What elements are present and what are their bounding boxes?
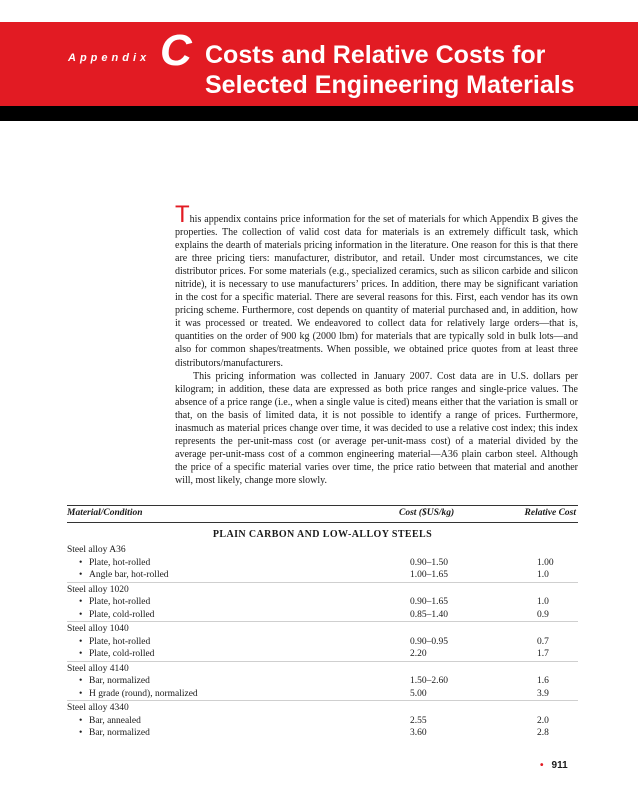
- group-header-row: [67, 663, 578, 676]
- group-header-row: [67, 623, 578, 636]
- table-header: [67, 505, 578, 523]
- bullet: •: [79, 728, 83, 738]
- group-name: Steel alloy A36: [67, 545, 126, 555]
- cost-table: [67, 505, 578, 740]
- row-cost: 2.20: [410, 649, 427, 659]
- row-relative-cost: 1.0: [537, 570, 549, 580]
- bullet: •: [79, 597, 83, 607]
- table-group: [67, 700, 578, 740]
- bullet: •: [79, 609, 83, 620]
- table-row: [67, 688, 578, 701]
- page-title: [205, 40, 625, 100]
- page-number-text: 911: [551, 760, 568, 771]
- row-condition: Plate, cold-rolled: [89, 609, 155, 620]
- row-cost: 0.85–1.40: [410, 609, 448, 620]
- appendix-letter: C: [160, 26, 192, 75]
- row-condition: Angle bar, hot-rolled: [89, 570, 169, 580]
- title-line-1: Costs and Relative Costs for: [205, 41, 546, 69]
- row-condition: Plate, hot-rolled: [89, 557, 151, 568]
- bullet: •: [79, 715, 83, 726]
- row-relative-cost: 2.8: [537, 728, 549, 738]
- table-row: [67, 648, 578, 661]
- row-relative-cost: 0.7: [537, 636, 549, 647]
- table-row: [67, 636, 578, 649]
- table-row: [67, 715, 578, 728]
- row-condition: Bar, annealed: [89, 715, 141, 726]
- header-relative-cost: Relative Cost: [524, 508, 576, 518]
- group-header-row: [67, 702, 578, 715]
- header-material: Material/Condition: [67, 508, 143, 518]
- row-condition: Bar, normalized: [89, 676, 150, 686]
- row-relative-cost: 1.0: [537, 597, 549, 607]
- intro-paragraph-1-text: his appendix contains price information for the set of materials for which Appendix B gives the properties. The collection of valid cost data for materials is an extremely difficult task, which explains the dearth of materials pricing information in the literature. One reason for this is that there are three pricing tiers: manufacturer, distributor, and retail. Under most circumstances, we cite distributor prices. For some materials (e.g., specialized ceramics, such as silicon carbide and silicon nitride), it is necessary to use manufacturers’ prices. In addition, there may be significant variation in the cost for a specific material. There are several reasons for this. First, each vendor has its own pricing scheme. Furthermore, cost depends on quantity of material purchased and, in addition, how it was processed or treated. We endeavored to collect data for relatively large orders—that is, quantities on the order of 900 kg (2000 lbm) for materials that are typically sold in bulk lots—and also for common shapes/treatments. When possible, we obtained price quotes from at least three distributors/manufacturers.: [175, 214, 578, 369]
- group-header-row: [67, 544, 578, 557]
- bullet: •: [79, 557, 83, 568]
- row-relative-cost: 1.00: [537, 557, 554, 568]
- table-row: [67, 675, 578, 688]
- table-group: [67, 543, 578, 582]
- row-cost: 1.50–2.60: [410, 676, 448, 686]
- row-relative-cost: 3.9: [537, 688, 549, 699]
- row-condition: Plate, hot-rolled: [89, 597, 151, 607]
- row-cost: 5.00: [410, 688, 427, 699]
- row-cost: 0.90–1.50: [410, 557, 448, 568]
- row-condition: Bar, normalized: [89, 728, 150, 738]
- group-name: Steel alloy 4140: [67, 663, 129, 674]
- group-name: Steel alloy 1040: [67, 624, 129, 634]
- group-header-row: [67, 584, 578, 597]
- row-relative-cost: 1.7: [537, 649, 549, 659]
- table-group: [67, 661, 578, 701]
- bullet: •: [79, 636, 83, 647]
- header-strip: [0, 106, 638, 121]
- table-row: [67, 557, 578, 570]
- intro-paragraph-1: [175, 201, 578, 370]
- row-condition: Plate, cold-rolled: [89, 649, 155, 659]
- row-relative-cost: 1.6: [537, 676, 549, 686]
- row-cost: 2.55: [410, 715, 427, 726]
- table-group: [67, 621, 578, 661]
- row-cost: 0.90–1.65: [410, 597, 448, 607]
- table-group: [67, 582, 578, 622]
- row-condition: Plate, hot-rolled: [89, 636, 151, 647]
- row-condition: H grade (round), normalized: [89, 688, 198, 699]
- intro-paragraph-2: This pricing information was collected in January 2007. Cost data are in U.S. dollars per kilogram; in addition, these data are expressed as both price ranges and single-price values. The absence of a price range (i.e., when a single value is cited) means either that the variation is small or that, on the basis of limited data, it is not possible to identify a range of prices. Furthermore, inasmuch as material prices change over time, it was decided to use a relative cost index; this index represents the per-unit-mass cost (or average per-unit-mass cost) of a material divided by the average per-unit-mass cost of a common engineering material—A36 plain carbon steel. Although the price of a specific material varies over time, the price ratio between that material and another will, most likely, change more slowly.: [175, 370, 578, 486]
- table-row: [67, 596, 578, 609]
- row-relative-cost: 2.0: [537, 715, 549, 726]
- header-cost: Cost ($US/kg): [399, 508, 455, 518]
- row-relative-cost: 0.9: [537, 609, 549, 620]
- drop-cap: T: [175, 201, 190, 228]
- table-row: [67, 727, 578, 740]
- row-cost: 1.00–1.65: [410, 570, 448, 580]
- row-cost: 0.90–0.95: [410, 636, 448, 647]
- intro-text: [175, 201, 578, 487]
- group-name: Steel alloy 4340: [67, 703, 129, 713]
- page-marker: •: [540, 760, 544, 771]
- bullet: •: [79, 649, 83, 659]
- bullet: •: [79, 676, 83, 686]
- appendix-label: Appendix: [68, 52, 151, 64]
- bullet: •: [79, 688, 83, 699]
- bullet: •: [79, 570, 83, 580]
- row-cost: 3.60: [410, 728, 427, 738]
- group-name: Steel alloy 1020: [67, 584, 129, 595]
- table-row: [67, 609, 578, 622]
- section-title: PLAIN CARBON AND LOW-ALLOY STEELS: [212, 529, 433, 540]
- page-number: [540, 760, 568, 771]
- table-row: [67, 569, 578, 582]
- title-line-2: Selected Engineering Materials: [205, 71, 575, 99]
